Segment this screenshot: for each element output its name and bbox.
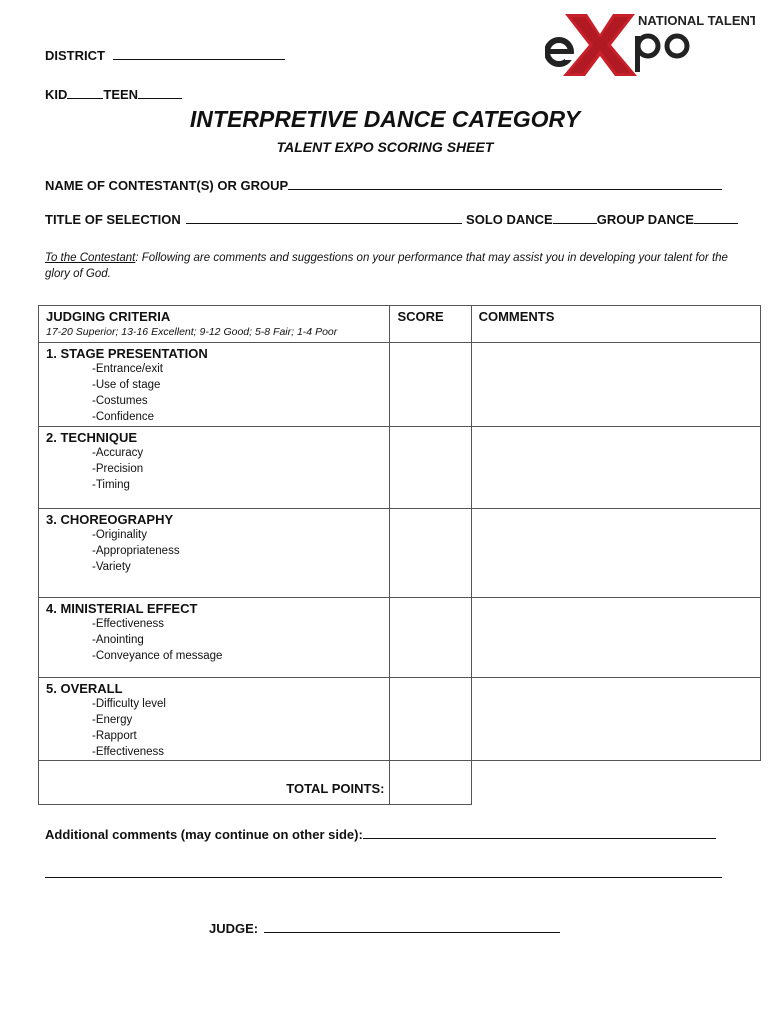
criteria-cell — [39, 678, 390, 761]
judge-blank[interactable] — [264, 932, 560, 933]
comments-cell[interactable] — [471, 598, 760, 678]
criteria-header-cell — [39, 306, 390, 326]
additional-comments-blank[interactable] — [363, 838, 716, 839]
section-title: 5. OVERALL — [46, 681, 123, 696]
criteria-item: -Effectiveness — [92, 746, 165, 758]
page-subtitle: TALENT EXPO SCORING SHEET — [276, 139, 494, 155]
table-row — [39, 509, 761, 598]
criteria-item: -Originality — [92, 529, 147, 541]
expo-logo — [545, 12, 755, 78]
table-header-row — [39, 306, 761, 326]
score-cell[interactable] — [390, 598, 471, 678]
comments-cell[interactable] — [471, 427, 760, 509]
score-cell[interactable] — [390, 427, 471, 509]
comments-cell[interactable] — [471, 509, 760, 598]
judge-field[interactable] — [209, 921, 560, 936]
kid-label: KID — [45, 87, 68, 102]
criteria-item: -Use of stage — [92, 379, 161, 391]
total-row — [39, 761, 761, 805]
comments-cell[interactable] — [471, 343, 760, 427]
criteria-item: -Appropriateness — [92, 545, 180, 557]
intro-lead: To the Contestant — [45, 252, 136, 264]
total-empty-cell — [471, 761, 760, 805]
criteria-cell — [39, 509, 390, 598]
selection-blank[interactable] — [186, 223, 462, 224]
group-blank[interactable] — [694, 223, 738, 224]
score-header-cell — [390, 306, 471, 343]
district-blank[interactable] — [113, 59, 285, 60]
teen-blank[interactable] — [138, 98, 182, 99]
solo-label: SOLO DANCE — [466, 212, 553, 227]
additional-comments-label: Additional comments (may continue on other side): — [45, 827, 363, 842]
scoring-table — [38, 305, 761, 805]
contestant-blank[interactable] — [288, 189, 722, 190]
total-points-label: TOTAL POINTS: — [286, 781, 385, 796]
criteria-item: -Energy — [92, 714, 133, 726]
logo-text: NATIONAL TALENT — [638, 13, 755, 28]
judge-label: JUDGE: — [209, 921, 259, 936]
criteria-item: -Accuracy — [92, 447, 144, 459]
total-score-cell[interactable] — [390, 761, 471, 805]
district-label: DISTRICT — [45, 48, 105, 63]
section-title: 4. MINISTERIAL EFFECT — [46, 601, 198, 616]
table-row — [39, 678, 761, 761]
comments-header: COMMENTS — [478, 309, 555, 324]
expo-logo-graphic — [545, 12, 755, 78]
total-label-cell — [39, 761, 390, 805]
intro-text: : Following are comments and suggestions on your performance that may assist you in developing your talent for the glory of God. — [45, 252, 728, 280]
section-title: 3. CHOREOGRAPHY — [46, 512, 174, 527]
district-field[interactable] — [45, 48, 285, 63]
scale-cell — [39, 326, 390, 343]
criteria-item: -Conveyance of message — [92, 650, 223, 662]
score-cell[interactable] — [390, 678, 471, 761]
criteria-cell — [39, 427, 390, 509]
table-row — [39, 427, 761, 509]
criteria-header: JUDGING CRITERIA — [46, 309, 171, 324]
page-title: INTERPRETIVE DANCE CATEGORY — [189, 106, 581, 132]
comments-header-cell — [471, 306, 760, 343]
criteria-item: -Entrance/exit — [92, 363, 163, 375]
age-group-field — [45, 87, 182, 102]
score-cell[interactable] — [390, 343, 471, 427]
criteria-item: -Effectiveness — [92, 618, 165, 630]
contestant-field[interactable] — [45, 178, 722, 193]
criteria-item: -Variety — [92, 561, 131, 573]
teen-label: TEEN — [103, 87, 139, 102]
additional-comments-line[interactable] — [45, 877, 722, 878]
criteria-cell — [39, 598, 390, 678]
score-header: SCORE — [397, 309, 444, 324]
solo-blank[interactable] — [553, 223, 597, 224]
table-row — [39, 343, 761, 427]
group-label: GROUP DANCE — [596, 212, 694, 227]
table-row — [39, 598, 761, 678]
selection-label: TITLE OF SELECTION — [45, 212, 181, 227]
section-title: 2. TECHNIQUE — [46, 430, 138, 445]
criteria-cell — [39, 343, 390, 427]
criteria-item: -Costumes — [92, 395, 148, 407]
kid-blank[interactable] — [67, 98, 103, 99]
contestant-intro — [45, 250, 735, 282]
comments-cell[interactable] — [471, 678, 760, 761]
selection-field — [45, 212, 738, 227]
additional-comments-field[interactable] — [45, 827, 716, 842]
criteria-item: -Confidence — [92, 411, 155, 423]
criteria-item: -Difficulty level — [92, 698, 166, 710]
score-cell[interactable] — [390, 509, 471, 598]
contestant-label: NAME OF CONTESTANT(S) OR GROUP — [45, 178, 289, 193]
criteria-item: -Precision — [92, 463, 144, 475]
criteria-item: -Rapport — [92, 730, 137, 742]
section-title: 1. STAGE PRESENTATION — [46, 346, 208, 361]
score-scale: 17-20 Superior; 13-16 Excellent; 9-12 Good; 5-8 Fair; 1-4 Poor — [46, 325, 338, 338]
criteria-item: -Timing — [92, 479, 130, 491]
criteria-item: -Anointing — [92, 634, 144, 646]
